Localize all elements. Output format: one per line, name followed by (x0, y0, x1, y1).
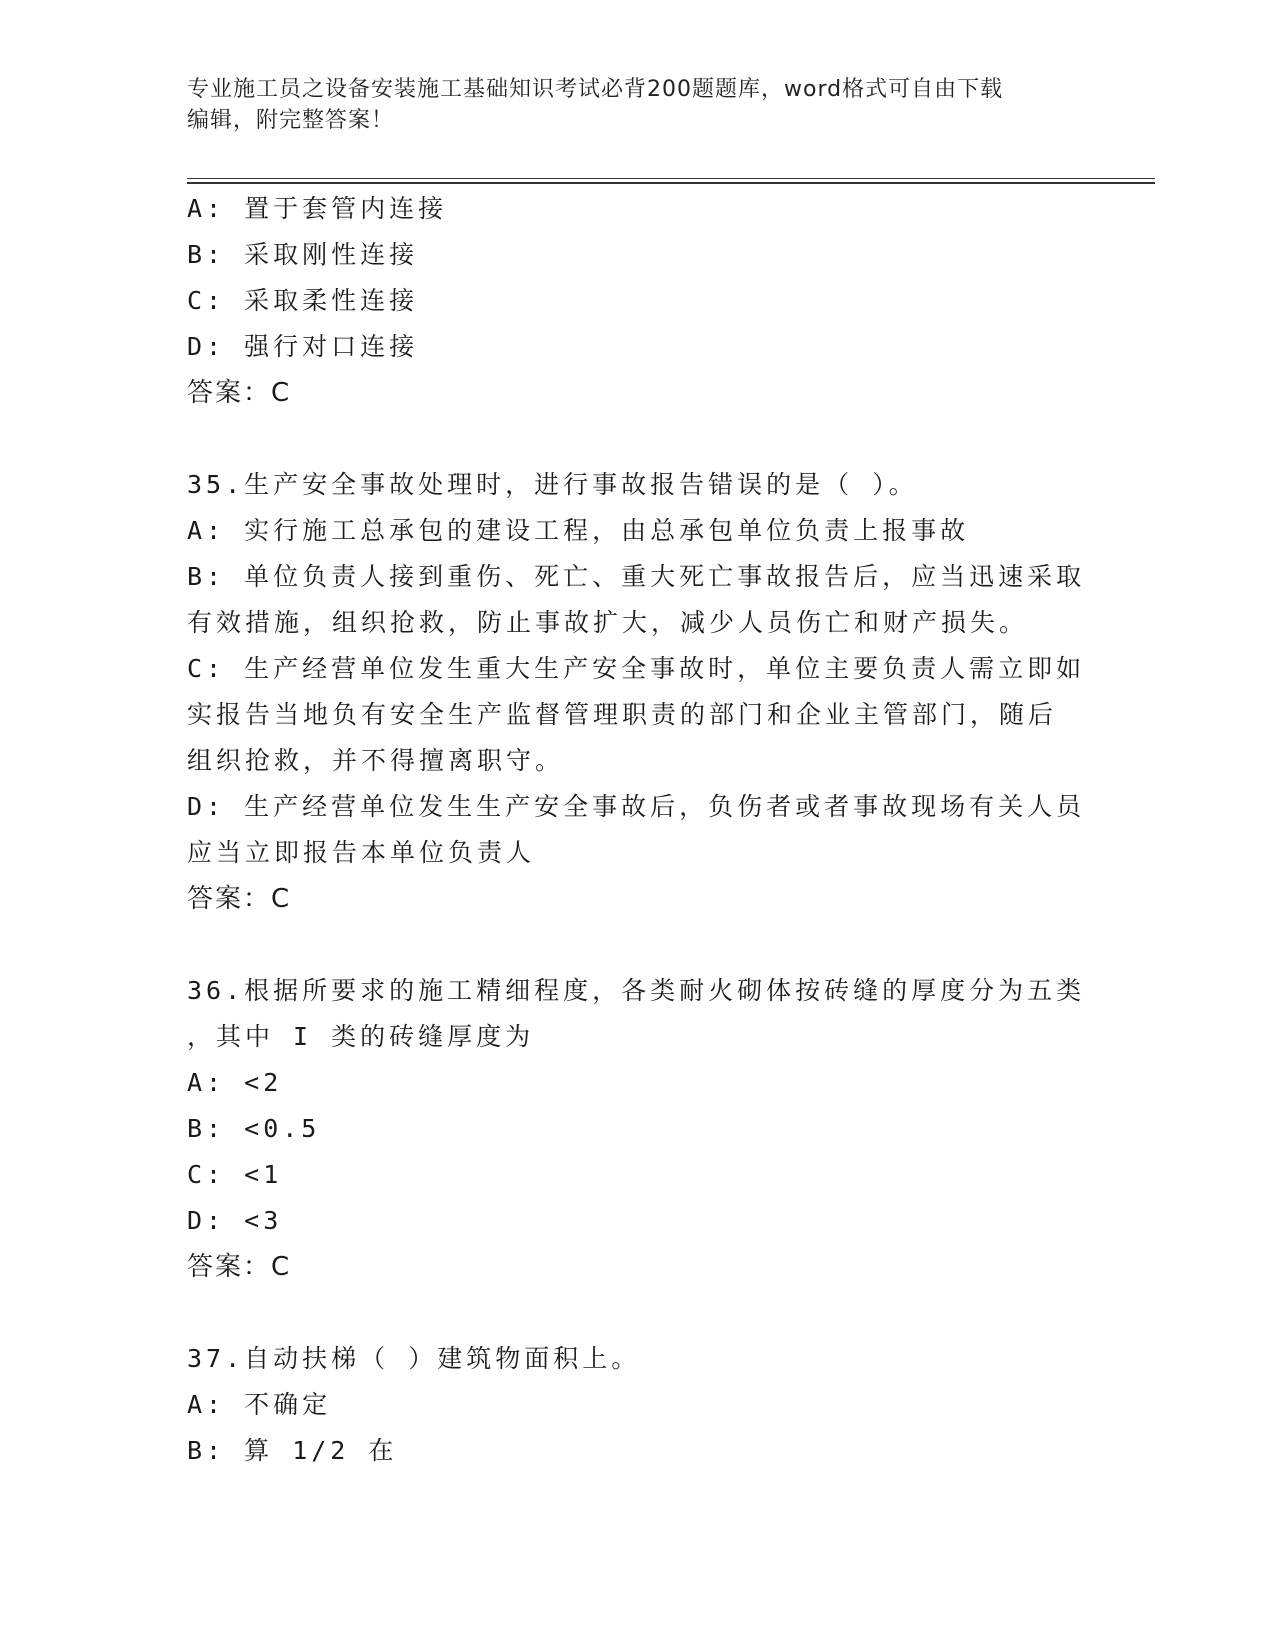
option-d: D: <3 (187, 1206, 283, 1235)
option-c: C: 采取柔性连接 (187, 286, 419, 315)
header-title-line-1: 专业施工员之设备安装施工基础知识考试必背200题题库，word格式可自由下载 (187, 77, 1004, 102)
header-title-line-2: 编辑，附完整答案！ (187, 108, 395, 133)
question-text-line-2: ，其中 I 类的砖缝厚度为 (187, 1022, 535, 1051)
header-divider-thick (187, 182, 1155, 184)
option-d-line-2: 应当立即报告本单位负责人 (187, 838, 536, 867)
question-text: 35.生产安全事故处理时，进行事故报告错误的是（ ）。 (187, 470, 918, 499)
question-block-37 (187, 1336, 1087, 1474)
answer: 答案：C (187, 378, 292, 408)
block-spacer (187, 1290, 1087, 1336)
block-spacer (187, 416, 1087, 462)
option-a: A: 不确定 (187, 1390, 332, 1419)
question-list (187, 186, 1087, 1474)
option-d: D: 强行对口连接 (187, 332, 419, 361)
question-block-34 (187, 186, 1087, 416)
option-c-line-2: 实报告当地负有安全生产监督管理职责的部门和企业主管部门，随后 (187, 700, 1058, 729)
option-b-line-1: B: 单位负责人接到重伤、死亡、重大死亡事故报告后，应当迅速采取 (187, 562, 1086, 591)
option-b: B: 算 1/2 在 (187, 1436, 398, 1465)
option-b: B: <0.5 (187, 1114, 321, 1143)
answer: 答案：C (187, 884, 292, 914)
option-a: A: 实行施工总承包的建设工程，由总承包单位负责上报事故 (187, 516, 970, 545)
question-block-36 (187, 968, 1087, 1290)
question-text-line-1: 36.根据所要求的施工精细程度，各类耐火砌体按砖缝的厚度分为五类 (187, 976, 1086, 1005)
option-a: A: <2 (187, 1068, 283, 1097)
block-spacer (187, 922, 1087, 968)
option-a: A: 置于套管内连接 (187, 194, 448, 223)
option-b: B: 采取刚性连接 (187, 240, 419, 269)
header-divider-thin (187, 178, 1155, 179)
question-text: 37.自动扶梯（ ）建筑物面积上。 (187, 1344, 641, 1373)
answer: 答案：C (187, 1252, 292, 1282)
document-header (187, 74, 1067, 136)
option-c: C: <1 (187, 1160, 283, 1189)
option-d-line-1: D: 生产经营单位发生生产安全事故后，负伤者或者事故现场有关人员 (187, 792, 1086, 821)
option-b-line-2: 有效措施，组织抢救，防止事故扩大，减少人员伤亡和财产损失。 (187, 608, 1029, 637)
option-c-line-3: 组织抢救，并不得擅离职守。 (187, 746, 565, 775)
question-block-35 (187, 462, 1087, 922)
option-c-line-1: C: 生产经营单位发生重大生产安全事故时，单位主要负责人需立即如 (187, 654, 1086, 683)
